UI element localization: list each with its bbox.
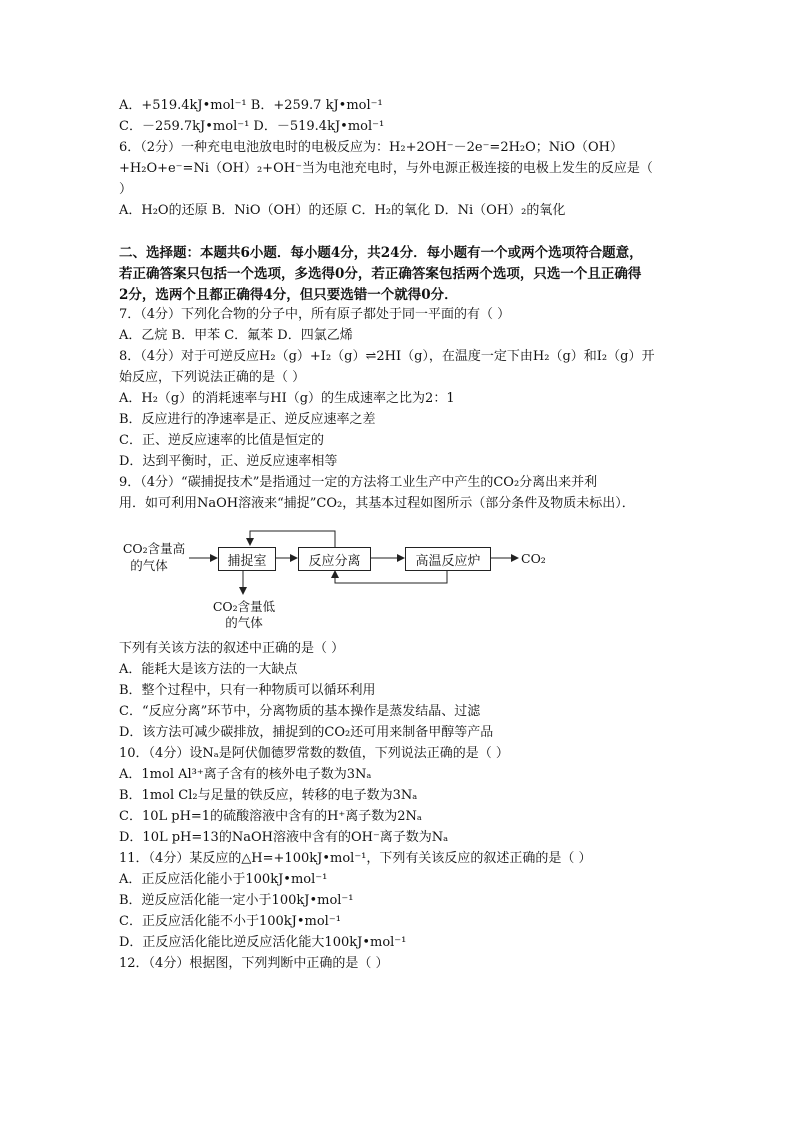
q7-options: A．乙烷 B．甲苯 C．氟苯 D．四氯乙烯	[119, 328, 353, 343]
high-temp-furnace-box: 高温反应炉	[405, 547, 491, 571]
section-heading-line3: 2分，选两个且都正确得4分，但只要选错一个就得0分．	[119, 287, 458, 303]
q9-question: 下列有关该方法的叙述中正确的是（ ）	[119, 641, 345, 656]
q6-stem-line2: +H₂O+e⁻=Ni（OH）₂+OH⁻当为电池充电时，与外电源正极连接的电极上发生的反应是（	[119, 161, 653, 176]
q6-stem-line1: 6．（2分）一种充电电池放电时的电极反应为：H₂+2OH⁻－2e⁻=2H₂O；NiO（OH）	[119, 140, 623, 155]
reaction-separation-box: 反应分离	[298, 547, 371, 571]
input-gas-label-line1: CO₂含量高	[122, 541, 186, 556]
q10-option-b: B．1mol Cl₂与足量的铁反应，转移的电子数为3Nₐ	[119, 788, 418, 803]
recycle-arrow-top	[250, 531, 335, 547]
q8-stem-line1: 8．（4分）对于可逆反应H₂（g）+I₂（g）⇌2HI（g），在温度一定下由H₂（g）和I₂（g）开	[119, 349, 655, 364]
section-heading-line1: 二、选择题：本题共6小题．每小题4分，共24分．每小题有一个或两个选项符合题意，	[119, 245, 643, 261]
q9-option-d: D．该方法可减少碳排放，捕捉到的CO₂还可用来制备甲醇等产品	[119, 725, 494, 740]
q8-stem-line2: 始反应，下列说法正确的是（ ）	[119, 370, 306, 385]
q7-stem: 7．（4分）下列化合物的分子中，所有原子都处于同一平面的有（ ）	[119, 307, 511, 322]
section-heading-line2: 若正确答案只包括一个选项，多选得0分，若正确答案包括两个选项，只选一个且正确得	[119, 266, 642, 282]
q11-option-c: C．正反应活化能不小于100kJ•mol⁻¹	[119, 914, 341, 929]
q8-option-d: D．达到平衡时，正、逆反应速率相等	[119, 454, 338, 469]
q9-stem-line2: 用．如可利用NaOH溶液来“捕捉”CO₂，其基本过程如图所示（部分条件及物质未标出）．	[119, 496, 635, 511]
low-gas-label-line1: CO₂含量低	[212, 599, 276, 614]
q6-options: A．H₂O的还原 B．NiO（OH）的还原 C．H₂的氧化 D．Ni（OH）₂的氧化	[119, 203, 566, 218]
q10-stem: 10．（4分）设Nₐ是阿伏伽德罗常数的数值，下列说法正确的是（ ）	[119, 746, 509, 761]
q8-option-b: B．反应进行的净速率是正、逆反应速率之差	[119, 412, 376, 427]
q10-option-d: D．10L pH=13的NaOH溶液中含有的OH⁻离子数为Nₐ	[119, 830, 449, 845]
q9-option-c: C．“反应分离”环节中，分离物质的基本操作是蒸发结晶、过滤	[119, 704, 481, 719]
q9-option-b: B．整个过程中，只有一种物质可以循环利用	[119, 683, 376, 698]
q5-option-cd: C．－259.7kJ•mol⁻¹ D．－519.4kJ•mol⁻¹	[119, 119, 385, 134]
low-gas-label-line2: 的气体	[225, 615, 263, 630]
q6-stem-line3: ）	[119, 182, 133, 197]
q5-option-ab: A．+519.4kJ•mol⁻¹ B．+259.7 kJ•mol⁻¹	[119, 98, 383, 113]
q11-option-a: A．正反应活化能小于100kJ•mol⁻¹	[119, 872, 328, 887]
q11-option-b: B．逆反应活化能一定小于100kJ•mol⁻¹	[119, 893, 354, 908]
co2-output-label: CO₂	[521, 551, 546, 566]
q8-option-a: A．H₂（g）的消耗速率与HI（g）的生成速率之比为2：1	[119, 391, 455, 406]
q8-option-c: C．正、逆反应速率的比值是恒定的	[119, 433, 324, 448]
q11-stem: 11．（4分）某反应的△H=+100kJ•mol⁻¹，下列有关该反应的叙述正确的是（ ）	[119, 851, 592, 866]
q12-stem: 12．（4分）根据图，下列判断中正确的是（ ）	[119, 956, 389, 971]
recycle-arrow-bottom	[335, 569, 447, 583]
q10-option-a: A．1mol Al³⁺离子含有的核外电子数为3Nₐ	[119, 767, 372, 782]
q9-option-a: A．能耗大是该方法的一大缺点	[119, 662, 298, 677]
input-gas-label-line2: 的气体	[130, 558, 168, 573]
capture-chamber-box: 捕捉室	[218, 547, 276, 571]
q11-option-d: D．正反应活化能比逆反应活化能大100kJ•mol⁻¹	[119, 935, 407, 950]
q9-stem-line1: 9．（4分）“碳捕捉技术”是指通过一定的方法将工业生产中产生的CO₂分离出来并利	[119, 475, 598, 490]
q10-option-c: C．10L pH=1的硫酸溶液中含有的H⁺离子数为2Nₐ	[119, 809, 422, 824]
